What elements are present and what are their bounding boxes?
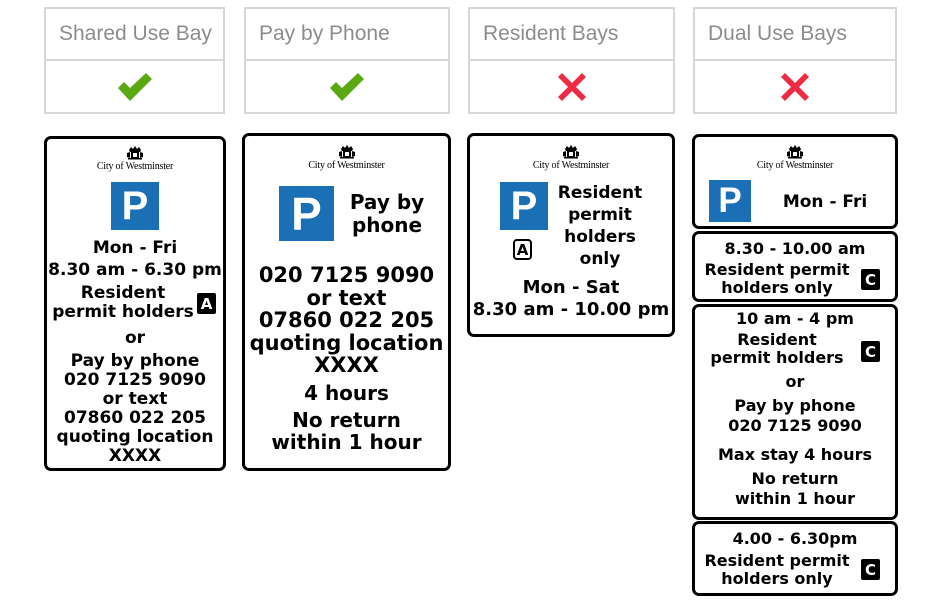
within-one-hour: within 1 hour [271, 430, 422, 454]
p-letter: P [718, 181, 742, 220]
header-label: Pay by Phone [259, 22, 390, 45]
zone-badge: C [861, 341, 880, 362]
panel-time: 4.00 - 6.30pm [732, 529, 858, 548]
cross-icon [780, 72, 810, 102]
resident-line-1: Resident [737, 330, 817, 349]
resident-line-2: permit holders [710, 348, 844, 367]
westminster-crest-icon [337, 143, 357, 159]
resident-line-2: holders only [721, 569, 833, 588]
pay-by-phone-sign [242, 133, 451, 471]
council-name: City of Westminster [308, 160, 385, 171]
resident-line-4: only [579, 249, 621, 269]
allowed-cell [44, 61, 225, 114]
max-stay: 4 hours [304, 381, 389, 405]
pay-by: Pay by [349, 190, 425, 214]
p-letter: P [291, 187, 322, 240]
tick-icon [115, 72, 155, 102]
parking-p-icon [709, 180, 751, 222]
parking-p-icon [279, 186, 334, 241]
header-dual-use-bays [693, 7, 897, 61]
dual-use-sign-top [692, 134, 898, 229]
or-label: or [124, 328, 146, 348]
tick-icon [327, 72, 367, 102]
not-allowed-cell [693, 61, 897, 114]
dual-use-panel-2 [692, 304, 898, 520]
no-return: No return [751, 469, 839, 488]
phone-number: 020 7125 9090 [64, 370, 206, 390]
resident-line-1: Resident [557, 183, 643, 203]
panel-time: 10 am - 4 pm [736, 309, 854, 328]
phone-number: 020 7125 9090 [728, 416, 862, 435]
resident-line-1: Resident [80, 283, 166, 303]
pay-by-phone: Pay by phone [734, 396, 856, 415]
westminster-crest-icon [125, 144, 145, 160]
within-one-hour: within 1 hour [734, 489, 856, 508]
hours: 8.30 am - 10.00 pm [472, 299, 670, 320]
not-allowed-cell [468, 61, 675, 114]
westminster-crest-icon [561, 143, 581, 159]
phone-word: phone [351, 213, 423, 237]
cross-icon [557, 72, 587, 102]
resident-line-2: permit [568, 205, 632, 225]
dual-use-panel-1 [692, 231, 898, 302]
or-label: or [785, 372, 805, 391]
allowed-cell [244, 61, 450, 114]
westminster-crest-icon [785, 143, 805, 159]
or-text: or text [306, 285, 387, 310]
quoting-location: quoting location [249, 330, 444, 355]
phone-number: 020 7125 9090 [258, 263, 435, 287]
p-letter: P [510, 183, 538, 228]
max-stay: Max stay 4 hours [718, 445, 872, 464]
parking-p-icon [111, 182, 159, 230]
dual-use-panel-3 [692, 521, 898, 596]
header-label: Shared Use Bay [59, 22, 212, 45]
location-code: XXXX [108, 446, 162, 466]
zone-badge: C [861, 559, 880, 580]
resident-line-1: Resident permit [704, 551, 850, 570]
zone-badge: A [197, 293, 216, 314]
quoting-location: quoting location [56, 427, 214, 447]
zone-badge: C [861, 269, 880, 290]
resident-bay-sign [467, 133, 675, 337]
no-return: No return [292, 408, 401, 432]
header-shared-use-bay [44, 7, 225, 61]
header-label: Resident Bays [483, 22, 619, 45]
zone-badge: A [513, 239, 532, 260]
council-name: City of Westminster [96, 161, 174, 172]
shared-use-sign [44, 136, 226, 471]
mobile-number: 07860 022 205 [258, 308, 435, 332]
resident-line-3: holders [564, 227, 636, 247]
pay-by-phone: Pay by phone [70, 351, 200, 371]
or-text: or text [102, 389, 168, 409]
header-resident-bays [468, 7, 675, 61]
council-name: City of Westminster [756, 160, 834, 171]
resident-line-2: permit holders [52, 302, 194, 322]
p-letter: P [121, 183, 149, 228]
hours: 8.30 am - 6.30 pm [48, 260, 222, 280]
mobile-number: 07860 022 205 [64, 408, 206, 428]
days: Mon - Fri [92, 238, 178, 258]
header-pay-by-phone [244, 7, 450, 61]
panel-time: 8.30 - 10.00 am [724, 239, 866, 258]
resident-line-2: holders only [721, 278, 833, 297]
days: Mon - Fri [782, 192, 868, 212]
council-name: City of Westminster [532, 160, 610, 171]
resident-line-1: Resident permit [704, 260, 850, 279]
parking-p-icon [500, 182, 548, 230]
header-label: Dual Use Bays [708, 22, 847, 45]
days: Mon - Sat [522, 277, 620, 298]
location-code: XXXX [314, 353, 379, 377]
